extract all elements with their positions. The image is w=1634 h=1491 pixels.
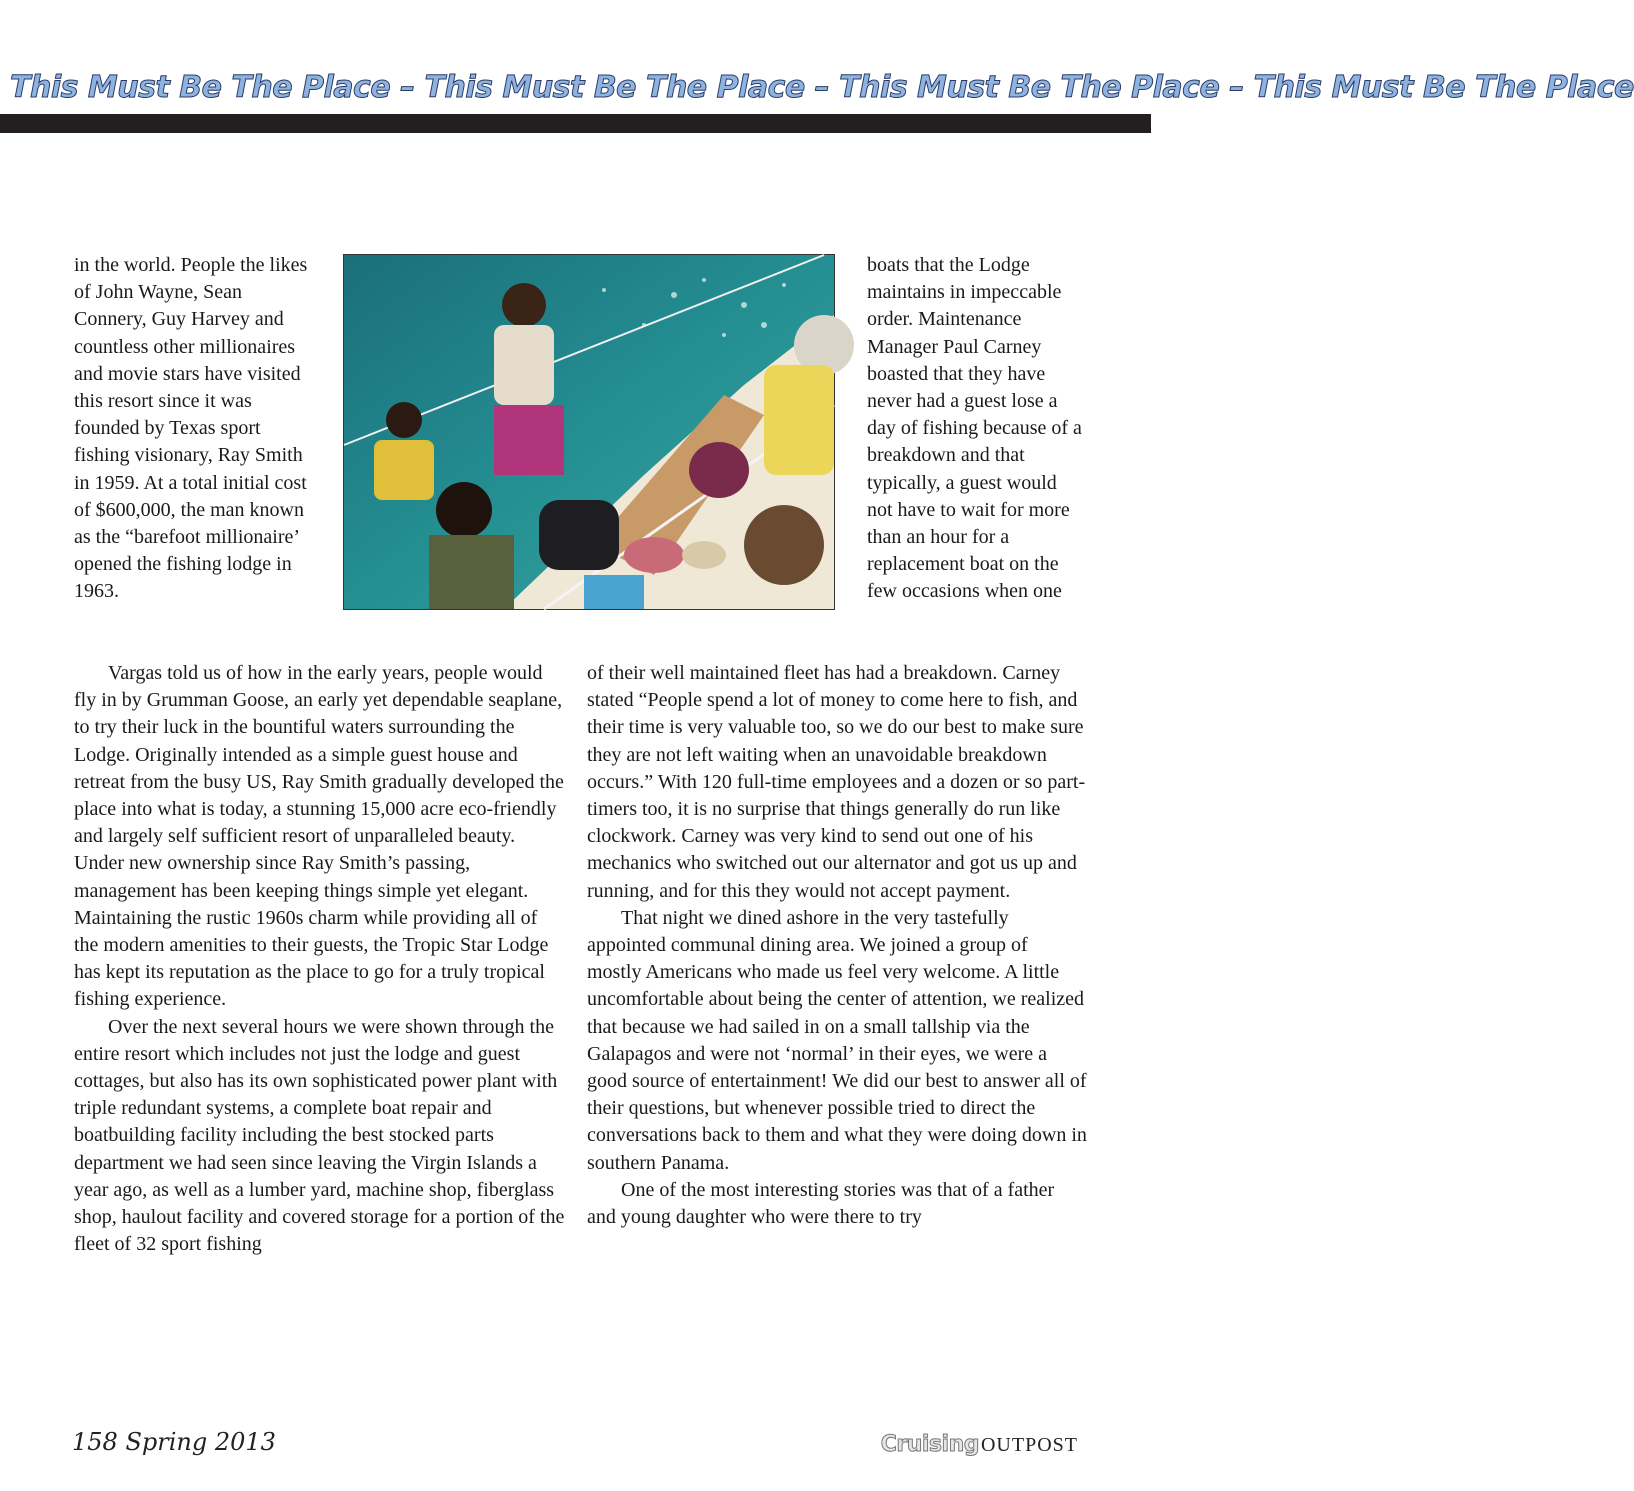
page-footer-left [72,1428,276,1456]
paragraph: That night we dined ashore in the very tastefully appointed communal dining area. We joined a group of mostly Americans who made us feel very welcome. A little uncomfortable about being the center of attention, we realized that because we had sailed in on a small tallship via the Galapagos and were not ‘normal’ in their eyes, we were a good source of entertainment! We did our best to answer all of their questions, but whenever possible tried to direct the conversations back to them and what they were doing down in southern Panama. [587,906,1087,1174]
paragraph: of their well maintained fleet has had a breakdown. Carney stated “People spend a lot of money to come here to fish, and their time is very valuable too, so we do our best to make sure they are not left waiting when an unavoidable breakdown occurs.” With 120 full-time employees and a dozen or so part-timers too, it is no surprise that things generally do run like clockwork. Carney was very kind to send out one of his mechanics who switched out our alternator and got us up and running, and for this they would not accept payment. [587,662,1086,902]
paragraph: One of the most interesting stories was that of a father and young daughter who were there to try [587,1178,1055,1229]
paragraph: Over the next several hours we were shown through the entire resort which includes not just the lodge and guest cottages, but also has its own sophisticated power plant with triple redundant systems, a complete boat repair and boatbuilding facility including the best stocked parts department we had seen since leaving the Virgin Islands a year ago, as well as a lumber yard, machine shop, fiberglass shop, haulout facility and covered storage for a portion of the fleet of 32 sport fishing [74,1015,565,1256]
text-column-top-right [867,252,1087,606]
article-photo [343,254,835,610]
text-column-left [74,660,566,1258]
text-column-right [587,660,1087,1231]
paragraph: Vargas told us of how in the early years, people would fly in by Grumman Goose, an early yet dependable seaplane, to try their luck in the bountiful waters surrounding the Lodge. Originally intended as a simple guest house and retreat from the busy US, Ray Smith gradually developed the place into what is today, a stunning 15,000 acre eco-friendly and largely self sufficient resort of unparalleled beauty. Under new ownership since Ray Smith’s passing, management has been keeping things simple yet elegant. Maintaining the rustic 1960s charm while providing all of the modern amenities to their guests, the Tropic Star Lodge has kept its reputation as the place to go for a truly tropical fishing experience. [74,662,564,1011]
paragraph: boats that the Lodge maintains in impeccable order. Maintenance Manager Paul Carney boasted that they have never had a guest lose a day of fishing because of a breakdown and that typically, a guest would not have to wait for more than an hour for a replacement boat on the few occasions when one [867,254,1082,603]
running-title: This Must Be The Place – This Must Be The Place – This Must Be The Place – This Must Be The Place [10,70,1634,105]
photo-illustration [344,255,834,609]
paragraph: in the world. People the likes of John Wayne, Sean Connery, Guy Harvey and countless other millionaires and movie stars have visited this resort since it was founded by Texas sport fishing visionary, Ray Smith in 1959. At a total initial cost of $600,000, the man known as the “barefoot millionaire’ opened the fishing lodge in 1963. [74,254,308,603]
running-header [0,62,1634,114]
header-rule [0,114,1151,133]
brand-name-cruising: Cruising [880,1432,979,1457]
brand-name-outpost: OUTPOST [980,1434,1078,1456]
magazine-logo [881,1432,1078,1457]
text-column-top-left [74,252,319,606]
page-number: 158 [72,1428,118,1456]
issue-label: Spring 2013 [125,1428,276,1456]
